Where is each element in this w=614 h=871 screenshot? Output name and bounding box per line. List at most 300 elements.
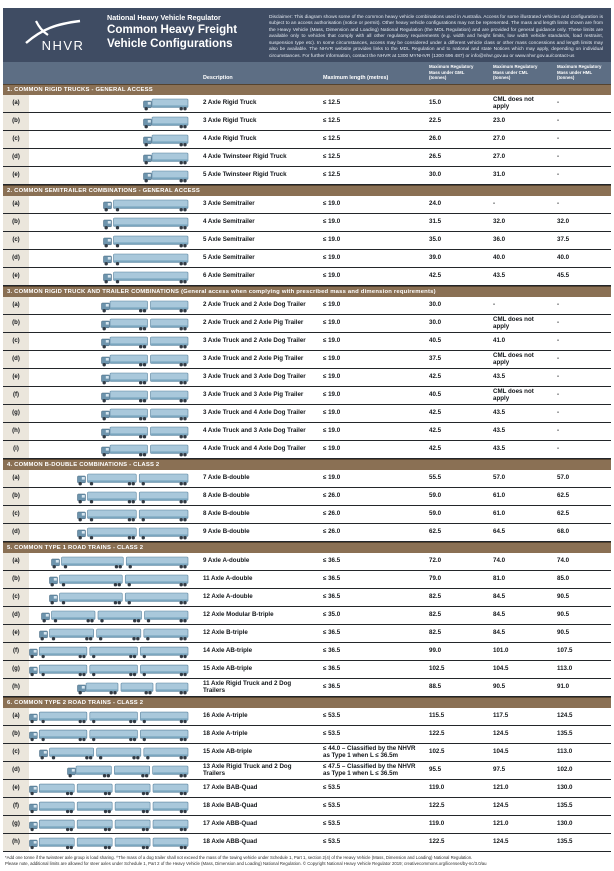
vehicle-illustration xyxy=(29,744,197,761)
row-length: ≤ 53.5 xyxy=(323,838,341,846)
table-row xyxy=(3,470,611,488)
row-key: (b) xyxy=(3,315,29,332)
b-double-icon xyxy=(77,470,189,486)
row-cml: 84.5 xyxy=(493,611,506,619)
row-gml: 119.0 xyxy=(429,820,445,828)
row-hml: - xyxy=(557,445,560,453)
column-cml: Maximum Regulatory Mass under CML (tonnes) xyxy=(493,64,538,80)
row-gml: 59.0 xyxy=(429,510,442,518)
row-key: (g) xyxy=(3,816,29,833)
row-gml: 59.0 xyxy=(429,492,442,500)
vehicle-illustration xyxy=(29,250,197,267)
row-key: (e) xyxy=(3,167,29,184)
b-triple-icon xyxy=(41,607,189,623)
a-double-icon xyxy=(49,571,189,587)
row-length: ≤ 36.5 xyxy=(323,647,341,655)
row-hml: - xyxy=(557,135,560,143)
row-key: (c) xyxy=(3,232,29,249)
row-hml: 90.5 xyxy=(557,629,570,637)
table-row xyxy=(3,506,611,524)
row-key: (c) xyxy=(3,589,29,606)
row-gml: 88.5 xyxy=(429,683,442,691)
row-length: ≤ 36.5 xyxy=(323,683,341,691)
row-key: (a) xyxy=(3,708,29,725)
row-hml: 40.0 xyxy=(557,254,570,262)
row-gml: 24.0 xyxy=(429,200,442,208)
table-row xyxy=(3,95,611,113)
b-double-icon xyxy=(77,524,189,540)
vehicle-illustration xyxy=(29,643,197,660)
row-description: 3 Axle Truck and 2 Axle Dog Trailer xyxy=(203,337,306,345)
row-hml: - xyxy=(557,427,560,435)
row-cml: 43.5 xyxy=(493,445,506,453)
row-cml: 43.5 xyxy=(493,373,506,381)
row-hml: - xyxy=(557,409,560,417)
vehicle-illustration xyxy=(29,297,197,314)
table-column-header xyxy=(3,62,611,84)
table-row xyxy=(3,661,611,679)
truck-and-pig-icon xyxy=(101,315,189,331)
row-gml: 40.5 xyxy=(429,391,442,399)
row-hml: 113.0 xyxy=(557,665,573,673)
vehicle-illustration xyxy=(29,351,197,368)
truck-and-dog-icon xyxy=(101,423,189,439)
table-row xyxy=(3,113,611,131)
row-hml: - xyxy=(557,301,560,309)
vehicle-illustration xyxy=(29,214,197,231)
row-key: (a) xyxy=(3,95,29,112)
row-hml: 107.5 xyxy=(557,647,573,655)
column-hml: Maximum Regulatory Mass under HML (tonnes) xyxy=(557,64,602,80)
section-title: 6. COMMON TYPE 2 ROAD TRAINS - CLASS 2 xyxy=(7,699,144,706)
a-double-icon xyxy=(51,553,189,569)
row-hml: - xyxy=(557,171,560,179)
nhvr-logo-text: NHVR xyxy=(41,38,85,53)
row-length: ≤ 12.5 xyxy=(323,135,341,143)
row-length: ≤ 26.0 xyxy=(323,510,341,518)
truck-and-dog-icon xyxy=(101,441,189,457)
row-length: ≤ 19.0 xyxy=(323,236,341,244)
row-gml: 82.5 xyxy=(429,593,442,601)
row-description: 12 Axle A-double xyxy=(203,593,253,601)
row-length: ≤ 36.5 xyxy=(323,665,341,673)
row-hml: - xyxy=(557,373,560,381)
row-length: ≤ 47.5 – Classified by the NHVR as Type 1 when L ≤ 36.5m xyxy=(323,762,416,777)
row-cml: 81.0 xyxy=(493,575,506,583)
table-row xyxy=(3,214,611,232)
row-hml: - xyxy=(557,99,560,107)
page-title-line2: Vehicle Configurations xyxy=(107,36,233,50)
row-gml: 30.0 xyxy=(429,171,442,179)
page-title-line1: Common Heavy Freight xyxy=(107,23,238,36)
row-length: ≤ 36.5 xyxy=(323,557,341,565)
row-description: 17 Axle ABB-Quad xyxy=(203,820,258,828)
table-row xyxy=(3,744,611,762)
row-key: (d) xyxy=(3,149,29,166)
row-gml: 30.0 xyxy=(429,319,442,327)
row-length: ≤ 26.0 xyxy=(323,528,341,536)
row-cml: CML does not apply xyxy=(493,315,534,330)
a-triple-icon xyxy=(29,726,189,742)
row-cml: 64.5 xyxy=(493,528,506,536)
nhvr-logo xyxy=(3,8,107,62)
row-gml: 99.0 xyxy=(429,647,442,655)
row-gml: 42.5 xyxy=(429,427,442,435)
row-length: ≤ 12.5 xyxy=(323,153,341,161)
row-cml: 23.0 xyxy=(493,117,506,125)
section-title: 2. COMMON SEMITRAILER COMBINATIONS - GENERAL ACCESS xyxy=(7,187,201,194)
row-cml: 84.5 xyxy=(493,593,506,601)
row-description: 18 Axle BAB-Quad xyxy=(203,802,258,810)
row-cml: 61.0 xyxy=(493,510,506,518)
truck-and-two-dogs-icon xyxy=(77,679,189,695)
row-gml: 102.5 xyxy=(429,748,445,756)
row-description: 11 Axle A-double xyxy=(203,575,253,583)
row-gml: 62.5 xyxy=(429,528,442,536)
row-cml: 124.5 xyxy=(493,802,509,810)
row-cml: 84.5 xyxy=(493,629,506,637)
row-description: 3 Axle Rigid Truck xyxy=(203,117,257,125)
truck-and-dog-icon xyxy=(101,369,189,385)
row-key: (i) xyxy=(3,441,29,458)
row-length: ≤ 19.0 xyxy=(323,474,341,482)
row-length: ≤ 19.0 xyxy=(323,337,341,345)
footnotes xyxy=(3,852,611,868)
row-cml: 104.5 xyxy=(493,665,509,673)
row-gml: 115.5 xyxy=(429,712,445,720)
table-row xyxy=(3,333,611,351)
vehicle-illustration xyxy=(29,423,197,440)
row-hml: 37.5 xyxy=(557,236,570,244)
row-cml: 90.5 xyxy=(493,683,506,691)
row-hml: 135.5 xyxy=(557,838,573,846)
row-gml: 72.0 xyxy=(429,557,442,565)
row-key: (b) xyxy=(3,726,29,743)
table-row xyxy=(3,268,611,286)
row-gml: 15.0 xyxy=(429,99,442,107)
row-hml: 62.5 xyxy=(557,492,570,500)
section-title: 3. COMMON RIGID TRUCK AND TRAILER COMBINATIONS (General access when complying with prescribed mass and dimension requirements) xyxy=(7,288,436,295)
row-length: ≤ 53.5 xyxy=(323,784,341,792)
row-length: ≤ 36.5 xyxy=(323,629,341,637)
vehicle-illustration xyxy=(29,571,197,588)
row-hml: 90.5 xyxy=(557,593,570,601)
table-row xyxy=(3,149,611,167)
row-hml: 32.0 xyxy=(557,218,570,226)
vehicle-illustration xyxy=(29,780,197,797)
row-description: 3 Axle Semitrailer xyxy=(203,200,255,208)
vehicle-illustration xyxy=(29,589,197,606)
row-length: ≤ 19.0 xyxy=(323,355,341,363)
abb-quad-icon xyxy=(29,816,189,832)
row-length: ≤ 19.0 xyxy=(323,218,341,226)
vehicle-illustration xyxy=(29,441,197,458)
section-header xyxy=(3,459,611,470)
row-key: (d) xyxy=(3,250,29,267)
row-cml: CML does not apply xyxy=(493,387,534,402)
table-row xyxy=(3,643,611,661)
row-cml: 27.0 xyxy=(493,153,506,161)
row-length: ≤ 19.0 xyxy=(323,409,341,417)
row-description: 8 Axle B-double xyxy=(203,492,250,500)
vehicle-illustration xyxy=(29,131,197,148)
vehicle-illustration xyxy=(29,661,197,678)
bab-quad-icon xyxy=(29,780,189,796)
row-description: 4 Axle Twinsteer Rigid Truck xyxy=(203,153,287,161)
section-header xyxy=(3,542,611,553)
row-cml: - xyxy=(493,200,496,208)
row-cml: 121.0 xyxy=(493,784,509,792)
row-key: (b) xyxy=(3,571,29,588)
row-gml: 42.5 xyxy=(429,272,442,280)
rigid-truck-icon xyxy=(143,113,189,129)
row-cml: 101.0 xyxy=(493,647,509,655)
table-row xyxy=(3,488,611,506)
row-gml: 26.5 xyxy=(429,153,442,161)
row-cml: 32.0 xyxy=(493,218,506,226)
row-length: ≤ 19.0 xyxy=(323,272,341,280)
row-cml: 61.0 xyxy=(493,492,506,500)
semitrailer-icon xyxy=(103,214,189,230)
row-cml: 117.5 xyxy=(493,712,509,720)
row-length: ≤ 19.0 xyxy=(323,445,341,453)
row-gml: 42.5 xyxy=(429,373,442,381)
vehicle-illustration xyxy=(29,113,197,130)
row-length: ≤ 44.0 – Classified by the NHVR as Type 1 when L ≤ 36.5m xyxy=(323,744,416,759)
row-length: ≤ 12.5 xyxy=(323,99,341,107)
table-row xyxy=(3,780,611,798)
row-description: 5 Axle Semitrailer xyxy=(203,236,255,244)
row-key: (h) xyxy=(3,834,29,851)
row-key: (e) xyxy=(3,625,29,642)
row-length: ≤ 19.0 xyxy=(323,427,341,435)
row-description: 3 Axle Truck and 4 Axle Dog Trailer xyxy=(203,409,306,417)
ab-triple-icon xyxy=(39,744,189,760)
vehicle-illustration xyxy=(29,816,197,833)
row-cml: 121.0 xyxy=(493,820,509,828)
row-description: 11 Axle Rigid Truck and 2 Dog Trailers xyxy=(203,679,292,694)
row-hml: 130.0 xyxy=(557,820,573,828)
title-block xyxy=(107,8,259,62)
vehicle-illustration xyxy=(29,232,197,249)
row-gml: 119.0 xyxy=(429,784,445,792)
table-row xyxy=(3,441,611,459)
row-hml: - xyxy=(557,337,560,345)
table-row xyxy=(3,553,611,571)
vehicle-illustration xyxy=(29,762,197,779)
row-key: (f) xyxy=(3,798,29,815)
row-hml: - xyxy=(557,200,560,208)
row-description: 2 Axle Truck and 2 Axle Dog Trailer xyxy=(203,301,306,309)
table-row xyxy=(3,167,611,185)
row-key: (b) xyxy=(3,488,29,505)
table-row xyxy=(3,607,611,625)
footnote-line-2: Please note, additional limits are allowed for steer axles under Schedule 1, Part 2 of the Heavy Vehicle (Mass, Dimension and Loading) National Regulation. © Copyright National Heavy Vehicle Regulator 2019; creativecommons.org/licenses/by-nc/3.0/au xyxy=(5,861,487,867)
table-row xyxy=(3,524,611,542)
row-length: ≤ 53.5 xyxy=(323,802,341,810)
row-hml: 85.0 xyxy=(557,575,570,583)
table-row xyxy=(3,423,611,441)
row-description: 2 Axle Truck and 2 Axle Pig Trailer xyxy=(203,319,304,327)
row-key: (g) xyxy=(3,661,29,678)
table-row xyxy=(3,405,611,423)
row-key: (c) xyxy=(3,506,29,523)
row-key: (c) xyxy=(3,333,29,350)
row-hml: - xyxy=(557,355,560,363)
row-hml: 45.5 xyxy=(557,272,570,280)
row-key: (d) xyxy=(3,607,29,624)
b-double-icon xyxy=(77,488,189,504)
vehicle-illustration xyxy=(29,167,197,184)
table-row xyxy=(3,196,611,214)
row-cml: 40.0 xyxy=(493,254,506,262)
row-gml: 35.0 xyxy=(429,236,442,244)
disclaimer-text: Disclaimer: This diagram shows some of the common heavy vehicle combinations used in Australia. Access for some illustrated vehicles and configuration is subject to an access authorisation (notice or permit). Other heavy vehicle configurations may not be represented. The mass and length limits shown are from the Heavy Vehicle (Mass, Dimension and Loading) National Regulation (the MDL Regulation) and are provided for general guidance only. These limits are available only to vehicles that comply with all other regulatory requirements (e.g. width and height limits, low width vehicle standards, load restraint, suspension type etc). In some circumstances, access may be considered under a different vehicle class or other mass concessions and length limits may also be available. The NHVR website provides links to the MDL Regulation and to national and state Notices which may apply, depending on individual circumstances. For further information, contact the NHVR at 1300 MYNHVR (1300 696 487) or info@nhvr.gov.au or www.nhvr.gov.au/contact-us xyxy=(269,15,603,59)
row-cml: CML does not apply xyxy=(493,351,534,366)
ab-triple-icon xyxy=(29,643,189,659)
table-row xyxy=(3,131,611,149)
vehicle-illustration xyxy=(29,369,197,386)
row-cml: 74.0 xyxy=(493,557,506,565)
row-length: ≤ 26.0 xyxy=(323,492,341,500)
row-key: (c) xyxy=(3,131,29,148)
table-row xyxy=(3,798,611,816)
row-gml: 102.5 xyxy=(429,665,445,673)
row-description: 6 Axle Semitrailer xyxy=(203,272,255,280)
row-hml: - xyxy=(557,117,560,125)
vehicle-illustration xyxy=(29,333,197,350)
row-gml: 39.0 xyxy=(429,254,442,262)
row-description: 13 Axle Rigid Truck and 2 Dog Trailers xyxy=(203,762,292,777)
section-title: 5. COMMON TYPE 1 ROAD TRAINS - CLASS 2 xyxy=(7,544,144,551)
vehicle-illustration xyxy=(29,405,197,422)
org-name: National Heavy Vehicle Regulator xyxy=(107,13,221,22)
a-triple-icon xyxy=(29,708,189,724)
b-triple-icon xyxy=(39,625,189,641)
row-key: (b) xyxy=(3,214,29,231)
semitrailer-icon xyxy=(103,232,189,248)
vehicle-illustration xyxy=(29,315,197,332)
row-description: 16 Axle A-triple xyxy=(203,712,248,720)
table-row xyxy=(3,726,611,744)
row-hml: 102.0 xyxy=(557,766,573,774)
row-cml: 41.0 xyxy=(493,337,506,345)
row-hml: 135.5 xyxy=(557,730,573,738)
row-description: 4 Axle Truck and 4 Axle Dog Trailer xyxy=(203,445,306,453)
row-length: ≤ 19.0 xyxy=(323,373,341,381)
vehicle-illustration xyxy=(29,625,197,642)
row-gml: 22.5 xyxy=(429,117,442,125)
table-row xyxy=(3,297,611,315)
row-cml: 31.0 xyxy=(493,171,506,179)
row-description: 4 Axle Semitrailer xyxy=(203,218,255,226)
row-length: ≤ 12.5 xyxy=(323,171,341,179)
row-description: 18 Axle ABB-Quad xyxy=(203,838,258,846)
vehicle-illustration xyxy=(29,470,197,487)
row-hml: 68.0 xyxy=(557,528,570,536)
vehicle-illustration xyxy=(29,798,197,815)
row-key: (b) xyxy=(3,113,29,130)
row-description: 4 Axle Truck and 3 Axle Dog Trailer xyxy=(203,427,306,435)
truck-and-pig-icon xyxy=(101,351,189,367)
row-key: (a) xyxy=(3,196,29,213)
table-row xyxy=(3,315,611,333)
table-row xyxy=(3,250,611,268)
row-description: 5 Axle Twinsteer Rigid Truck xyxy=(203,171,287,179)
vehicle-illustration xyxy=(29,607,197,624)
row-hml: 113.0 xyxy=(557,748,573,756)
row-key: (d) xyxy=(3,762,29,779)
table-row xyxy=(3,589,611,607)
row-hml: 90.5 xyxy=(557,611,570,619)
b-double-icon xyxy=(77,506,189,522)
row-description: 2 Axle Rigid Truck xyxy=(203,99,257,107)
row-gml: 37.5 xyxy=(429,355,442,363)
row-description: 9 Axle B-double xyxy=(203,528,250,536)
table-row xyxy=(3,571,611,589)
row-key: (f) xyxy=(3,643,29,660)
row-key: (e) xyxy=(3,268,29,285)
vehicle-illustration xyxy=(29,524,197,541)
row-description: 12 Axle B-triple xyxy=(203,629,248,637)
row-key: (h) xyxy=(3,423,29,440)
row-gml: 79.0 xyxy=(429,575,442,583)
row-length: ≤ 19.0 xyxy=(323,301,341,309)
row-cml: 104.5 xyxy=(493,748,509,756)
row-key: (e) xyxy=(3,780,29,797)
table-row xyxy=(3,816,611,834)
row-description: 5 Axle Semitrailer xyxy=(203,254,255,262)
row-length: ≤ 53.5 xyxy=(323,820,341,828)
vehicle-illustration xyxy=(29,553,197,570)
vehicle-illustration xyxy=(29,708,197,725)
row-length: ≤ 19.0 xyxy=(323,319,341,327)
semitrailer-icon xyxy=(103,250,189,266)
row-hml: - xyxy=(557,319,560,327)
row-cml: CML does not apply xyxy=(493,95,534,110)
row-description: 3 Axle Truck and 3 Axle Pig Trailer xyxy=(203,391,304,399)
row-length: ≤ 19.0 xyxy=(323,391,341,399)
row-cml: 27.0 xyxy=(493,135,506,143)
row-length: ≤ 36.5 xyxy=(323,575,341,583)
vehicle-illustration xyxy=(29,488,197,505)
row-description: 15 Axle AB-triple xyxy=(203,665,253,673)
table-row xyxy=(3,708,611,726)
row-gml: 122.5 xyxy=(429,838,445,846)
row-cml: - xyxy=(493,301,496,309)
row-key: (c) xyxy=(3,744,29,761)
row-hml: 135.5 xyxy=(557,802,573,810)
vehicle-illustration xyxy=(29,726,197,743)
vehicle-illustration xyxy=(29,268,197,285)
row-key: (a) xyxy=(3,470,29,487)
abb-quad-icon xyxy=(29,834,189,850)
row-length: ≤ 36.5 xyxy=(323,593,341,601)
a-double-icon xyxy=(49,589,189,605)
header xyxy=(3,8,611,62)
row-cml: 57.0 xyxy=(493,474,506,482)
row-cml: 97.5 xyxy=(493,766,506,774)
truck-and-dog-icon xyxy=(101,405,189,421)
row-gml: 55.5 xyxy=(429,474,442,482)
row-key: (d) xyxy=(3,351,29,368)
row-description: 3 Axle Truck and 3 Axle Dog Trailer xyxy=(203,373,306,381)
section-header xyxy=(3,697,611,708)
row-gml: 95.5 xyxy=(429,766,442,774)
truck-and-pig-icon xyxy=(101,387,189,403)
rigid-truck-icon xyxy=(143,167,189,183)
vehicle-table-body xyxy=(3,84,611,852)
